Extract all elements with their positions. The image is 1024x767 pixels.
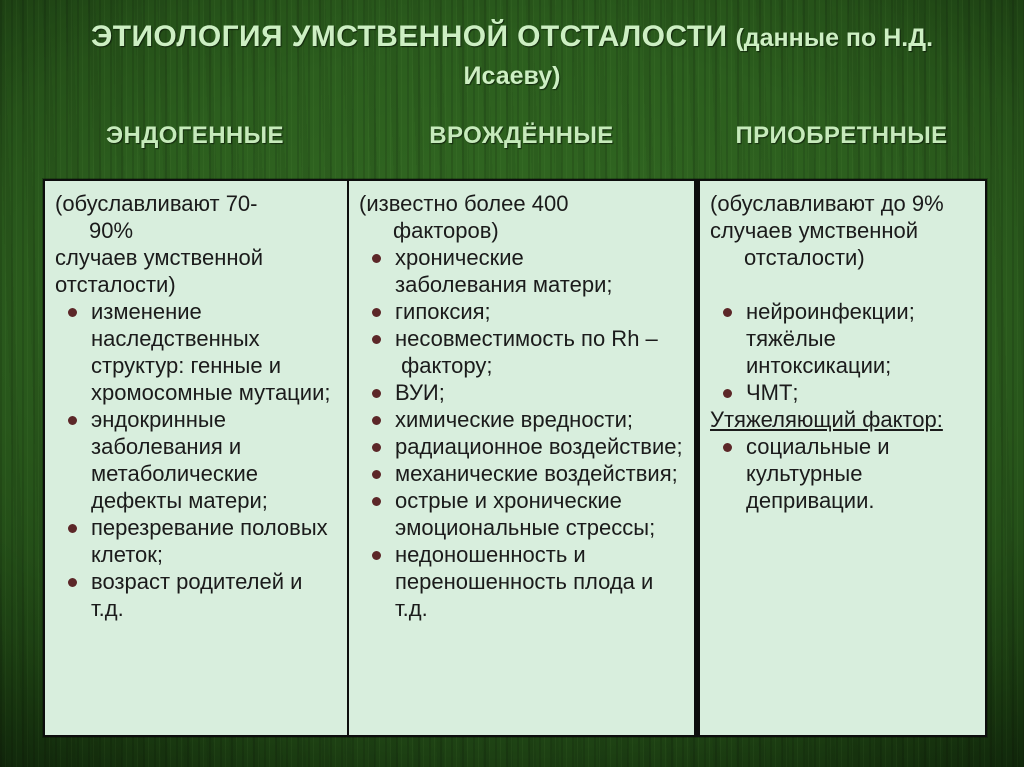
list-item: гипоксия; [359, 298, 686, 325]
intro-line: отсталости) [55, 272, 176, 297]
blank-line-spacer [710, 271, 977, 298]
list-item: ЧМТ; [710, 379, 977, 406]
list-item: социальные и культурные депривации. [710, 433, 977, 514]
slide-title [60, 20, 964, 91]
list-item: ВУИ; [359, 379, 686, 406]
list-item: острые и хронические эмоциональные стрессы; [359, 487, 686, 541]
acquired-bullet-list [710, 298, 977, 406]
title-line-1 [60, 20, 964, 59]
title-note-text: (данные по Н.Д. [735, 24, 934, 52]
list-item: возраст родителей и т.д. [55, 568, 339, 622]
column-congenital-intro [359, 190, 686, 244]
column-headers-row [43, 122, 987, 150]
intro-line: 90% [89, 218, 134, 243]
column-endogenous-intro [55, 190, 339, 298]
list-item: перезревание половых клеток; [55, 514, 339, 568]
list-item: хронические заболевания матери; [359, 244, 686, 298]
intro-line: отсталости) [744, 245, 865, 270]
list-item: радиационное воздействие; [359, 433, 686, 460]
column-header-endogenous: ЭНДОГЕННЫЕ [106, 122, 284, 149]
intro-line: случаев умственной [55, 245, 264, 270]
aggravating-factor-heading: Утяжеляющий фактор: [710, 407, 943, 432]
endogenous-bullet-list [55, 298, 339, 622]
column-congenital [347, 181, 694, 735]
congenital-bullet-list [359, 244, 686, 622]
intro-line: факторов) [393, 218, 499, 243]
column-header-congenital: ВРОЖДЁННЫЕ [429, 122, 614, 149]
intro-line: случаев умственной [710, 218, 919, 243]
list-item: химические вредности; [359, 406, 686, 433]
intro-line: (известно более 400 [359, 191, 569, 216]
column-acquired [694, 181, 985, 735]
etiology-table [43, 179, 987, 737]
list-item: несовместимость по Rh – фактору; [359, 325, 686, 379]
column-acquired-intro [710, 190, 977, 271]
title-line-2: Исаеву) [463, 62, 561, 90]
list-item: механические воздействия; [359, 460, 686, 487]
intro-line: (обуславливают до 9% [710, 191, 944, 216]
list-item: недоношенность и переношенность плода и т.д. [359, 541, 686, 622]
list-item: изменение наследственных структур: генные и хромосомные мутации; [55, 298, 339, 406]
list-item: нейроинфекции; тяжёлые интоксикации; [710, 298, 977, 379]
intro-line: (обуславливают 70- [55, 191, 258, 216]
title-main-text: ЭТИОЛОГИЯ УМСТВЕННОЙ ОТСТАЛОСТИ [90, 20, 728, 53]
list-item: эндокринные заболевания и метаболические дефекты матери; [55, 406, 339, 514]
column-header-acquired: ПРИОБРЕТННЫЕ [735, 122, 948, 149]
aggravating-bullet-list [710, 433, 977, 514]
column-endogenous [45, 181, 347, 735]
